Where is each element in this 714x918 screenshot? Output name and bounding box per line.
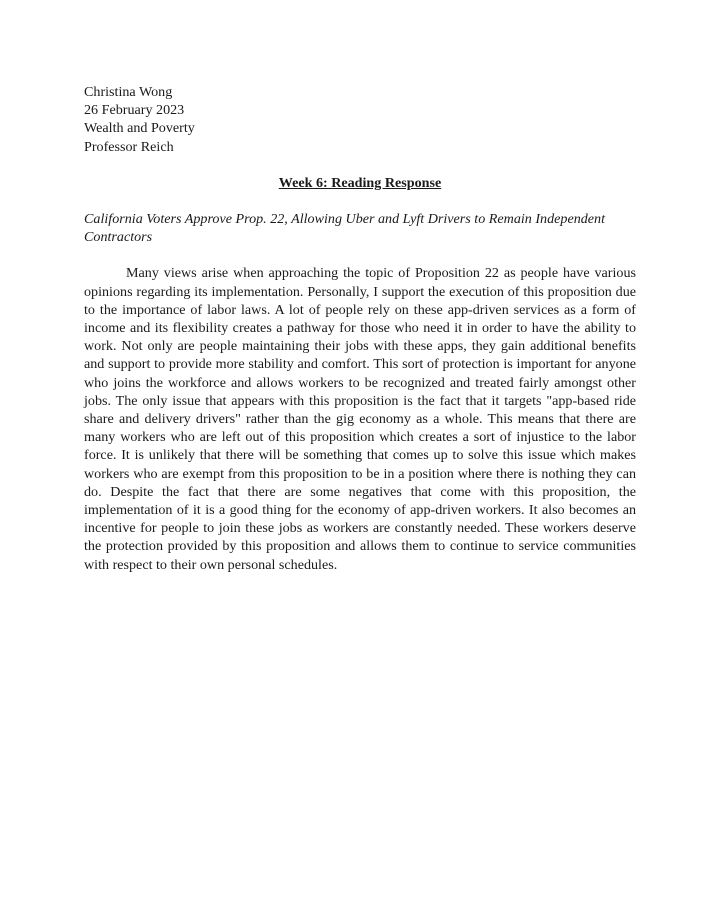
course-name: Wealth and Poverty — [84, 120, 195, 137]
body-paragraph: Many views arise when approaching the topic of Proposition 22 as people have various opinions regarding its implementation. Personally, I support the execution of this proposition due to the importance of labor laws. A lot of people rely on these app-driven services as a form of income and its flexibility creates a pathway for those who need it in order to have the ability to work. Not only are people maintaining their jobs with these apps, they gain additional benefits and support to provide more stability and comfort. This sort of protection is important for anyone who joins the workforce and allows workers to be recognized and treated fairly amongst other jobs. The only issue that appears with this proposition is the fact that it targets "app-based ride share and delivery drivers" rather than the gig economy as a whole. This means that there are many workers who are left out of this proposition which creates a sort of injustice to the labor force. It is unlikely that there will be something that comes up to solve this issue which makes workers who are exempt from this proposition to be in a position where there is nothing they can do. Despite the fact that there are some negatives that come with this proposition, the implementation of it is a good thing for the economy of app-driven workers. It also becomes an incentive for people to join these jobs as workers are constantly needed. These workers deserve the protection provided by this proposition and allows them to continue to service communities with respect to their own personal schedules. — [84, 265, 636, 573]
document-date: 26 February 2023 — [84, 102, 185, 119]
header-block — [84, 83, 636, 156]
article-title: California Voters Approve Prop. 22, Allowing Uber and Lyft Drivers to Remain Independent Contractors — [84, 211, 606, 246]
document-title: Week 6: Reading Response — [278, 174, 442, 191]
author-name: Christina Wong — [84, 84, 173, 100]
document-content — [84, 83, 636, 574]
professor-name: Professor Reich — [84, 138, 174, 155]
